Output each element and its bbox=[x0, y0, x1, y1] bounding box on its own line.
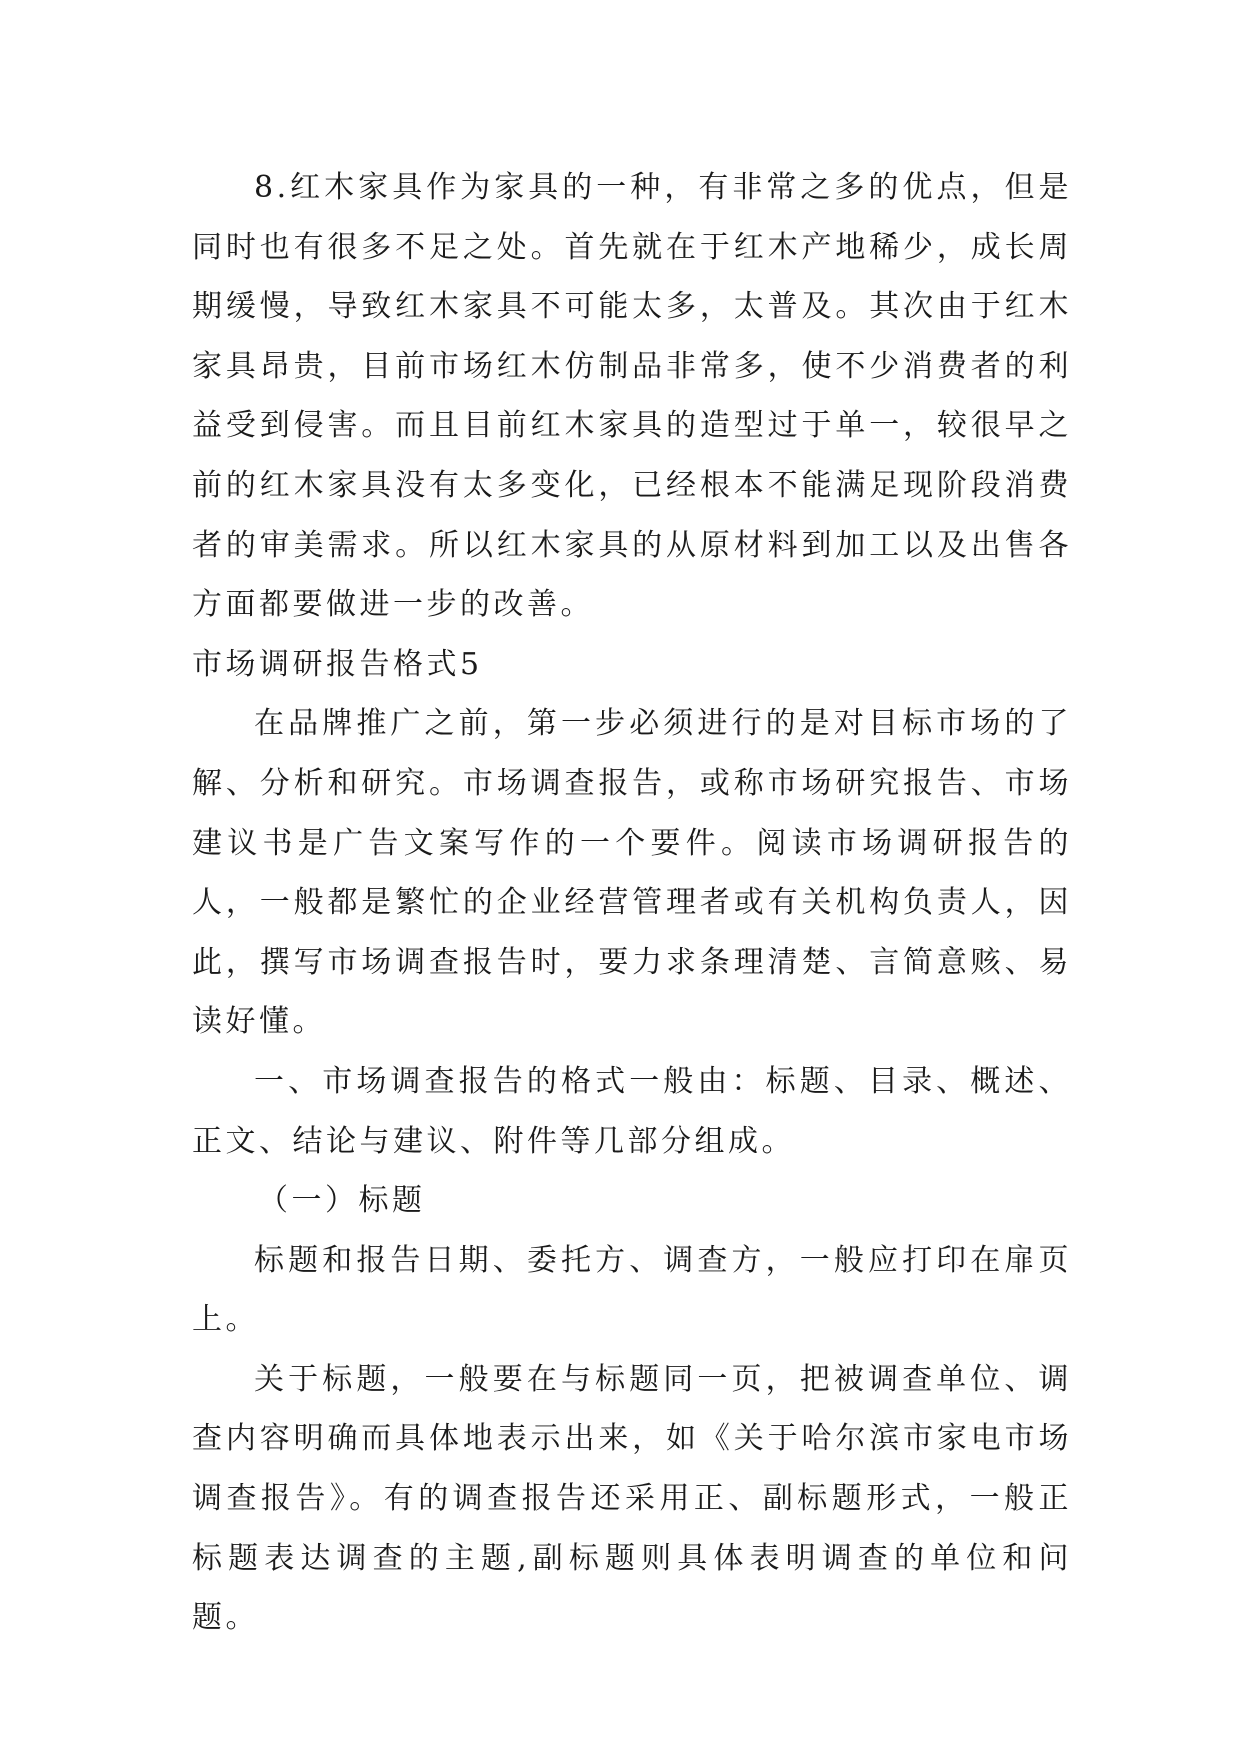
paragraph-report-format: 一、市场调查报告的格式一般由：标题、目录、概述、正文、结论与建议、附件等几部分组成。 bbox=[192, 1063, 1072, 1159]
paragraph-red-wood-furniture: 8.红木家具作为家具的一种，有非常之多的优点，但是同时也有很多不足之处。首先就在于红木产地稀少，成长周期缓慢，导致红木家具不可能太多，太普及。其次由于红木家具昂贵，目前市场红木仿制品非常多，使不少消费者的利益受到侵害。而且目前红木家具的造型过于单一，较很早之前的红木家具没有太多变化，已经根本不能满足现阶段消费者的审美需求。所以红木家具的从原材料到加工以及出售各方面都要做进一步的改善。 bbox=[192, 170, 1072, 623]
section-heading: 市场调研报告格式5 bbox=[192, 646, 483, 682]
paragraph-about-title: 关于标题，一般要在与标题同一页，把被调查单位、调查内容明确而具体地表示出来，如《关于哈尔滨市家电市场调查报告》。有的调查报告还采用正、副标题形式，一般正标题表达调查的主题,副标题则具体表明调查的单位和问题。 bbox=[192, 1361, 1072, 1636]
paragraph-brand-promotion: 在品牌推广之前，第一步必须进行的是对目标市场的了解、分析和研究。市场调查报告，或称市场研究报告、市场建议书是广告文案写作的一个要件。阅读市场调研报告的人，一般都是繁忙的企业经营管理者或有关机构负责人，因此，撰写市场调查报告时，要力求条理清楚、言简意赅、易读好懂。 bbox=[192, 706, 1072, 1040]
document-body bbox=[192, 158, 1072, 1648]
paragraph-title-page: 标题和报告日期、委托方、调查方，一般应打印在扉页上。 bbox=[192, 1242, 1072, 1338]
subheading-title: （一）标题 bbox=[258, 1183, 426, 1219]
